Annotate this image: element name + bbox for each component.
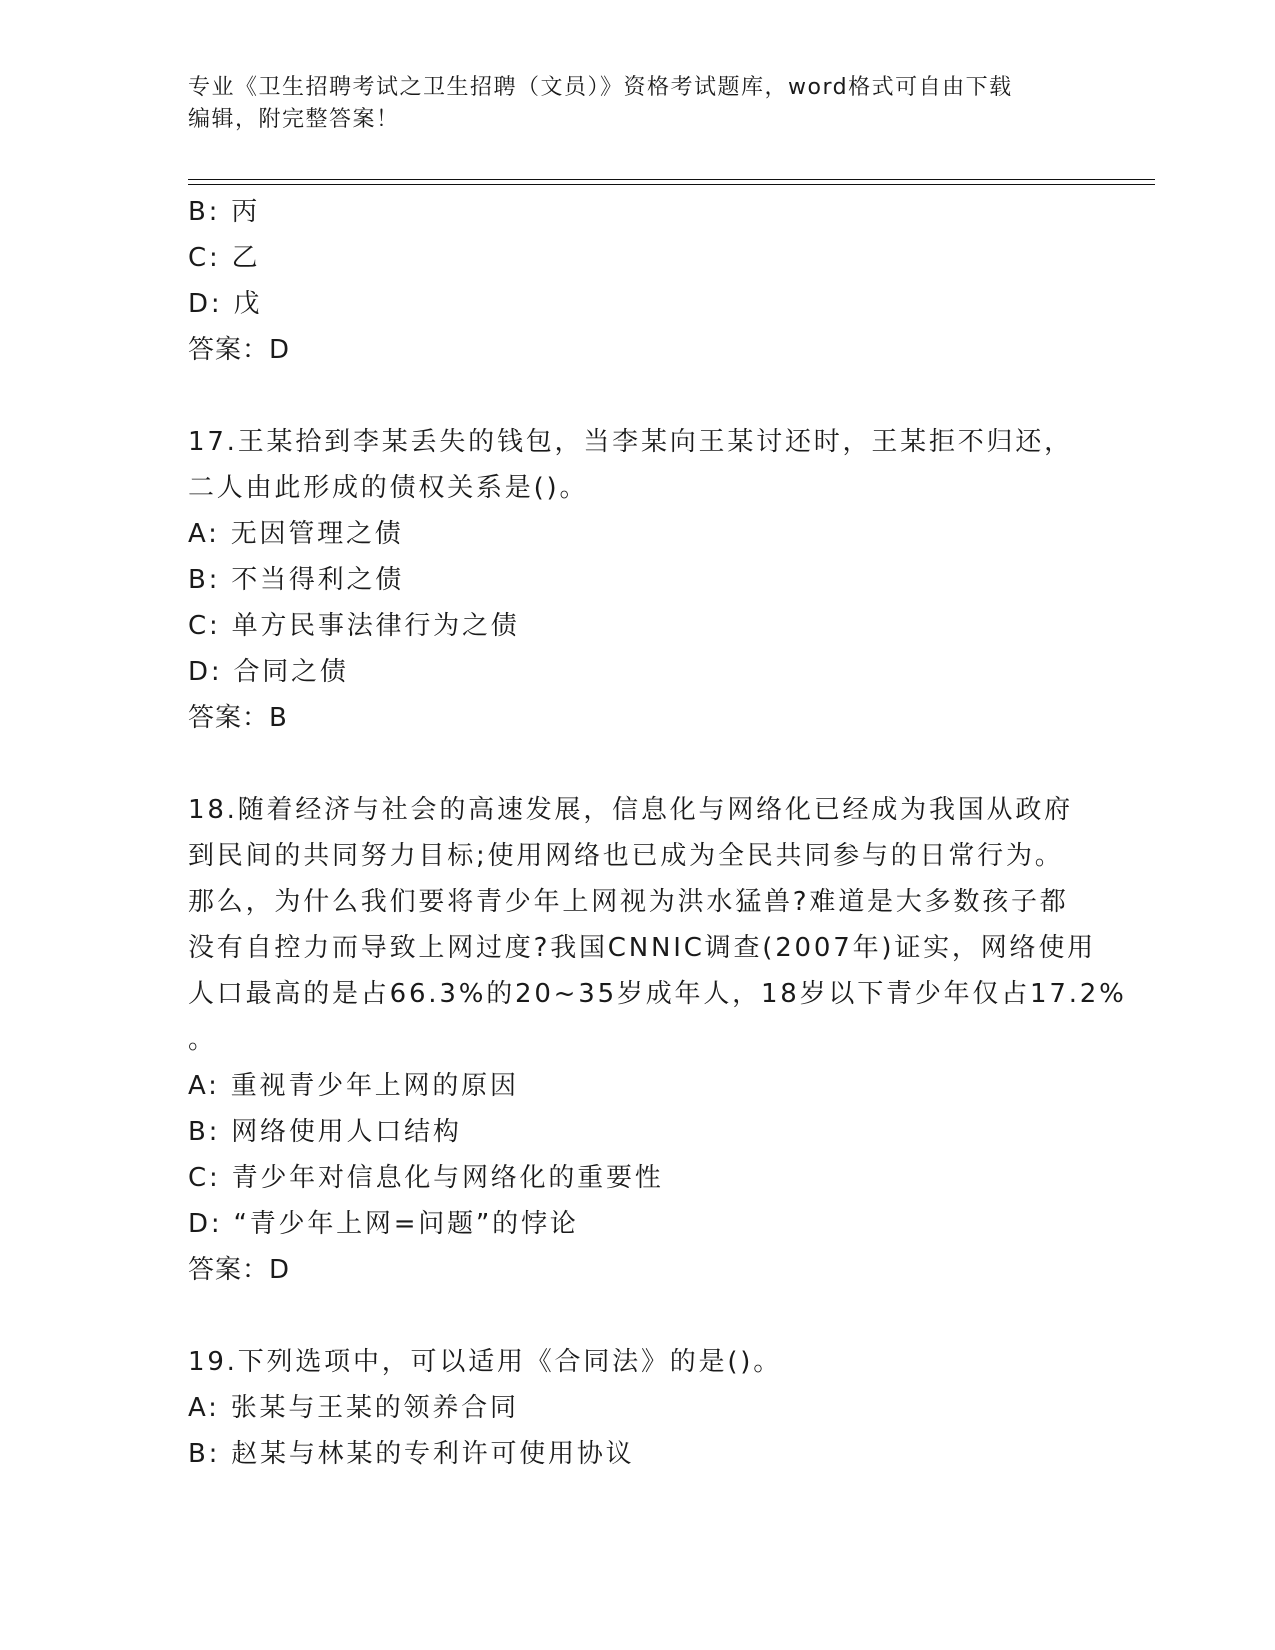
question-stem-line: 二人由此形成的债权关系是()。: [188, 473, 589, 503]
question-stem-line: 人口最高的是占66.3%的20~35岁成年人，18岁以下青少年仅占17.2%: [188, 979, 1127, 1009]
question-stem-line: 。: [188, 1025, 217, 1055]
option-b: B: 网络使用人口结构: [188, 1117, 462, 1147]
header-line-2: 编辑，附完整答案！: [188, 107, 400, 132]
option-b: B: 不当得利之债: [188, 565, 405, 595]
question-16-tail: [188, 189, 1088, 373]
header-divider-bottom: [188, 184, 1155, 185]
header-line-1: 专业《卫生招聘考试之卫生招聘（文员）》资格考试题库，word格式可自由下载: [188, 75, 1013, 100]
question-stem-line: 19.下列选项中，可以适用《合同法》的是()。: [188, 1347, 783, 1377]
question-stem-line: 17.王某拾到李某丢失的钱包，当李某向王某讨还时，王某拒不归还，: [188, 427, 1073, 457]
option-a: A: 重视青少年上网的原因: [188, 1071, 519, 1101]
option-c: C: 乙: [188, 243, 261, 273]
option-c: C: 单方民事法律行为之债: [188, 611, 520, 641]
option-c: C: 青少年对信息化与网络化的重要性: [188, 1163, 664, 1193]
option-d: D: 戊: [188, 289, 263, 319]
document-header: [188, 72, 1088, 136]
option-d: D: “青少年上网=问题”的悖论: [188, 1209, 579, 1239]
question-18: [188, 787, 1127, 1293]
answer: 答案：D: [188, 1255, 291, 1285]
option-a: A: 张某与王某的领养合同: [188, 1393, 519, 1423]
question-stem-line: 18.随着经济与社会的高速发展，信息化与网络化已经成为我国从政府: [188, 795, 1073, 825]
answer: 答案：D: [188, 335, 291, 365]
answer: 答案：B: [188, 703, 288, 733]
question-19: [188, 1339, 1088, 1477]
question-17: [188, 419, 1088, 741]
option-b: B: 丙: [188, 197, 261, 227]
option-b: B: 赵某与林某的专利许可使用协议: [188, 1439, 635, 1469]
option-a: A: 无因管理之债: [188, 519, 404, 549]
option-d: D: 合同之债: [188, 657, 349, 687]
header-divider-top: [188, 179, 1155, 180]
question-list: [188, 189, 1127, 1477]
question-stem-line: 那么，为什么我们要将青少年上网视为洪水猛兽?难道是大多数孩子都: [188, 887, 1069, 917]
question-stem-line: 没有自控力而导致上网过度?我国CNNIC调查(2007年)证实，网络使用: [188, 933, 1096, 963]
question-stem-line: 到民间的共同努力目标;使用网络也已成为全民共同参与的日常行为。: [188, 841, 1064, 871]
